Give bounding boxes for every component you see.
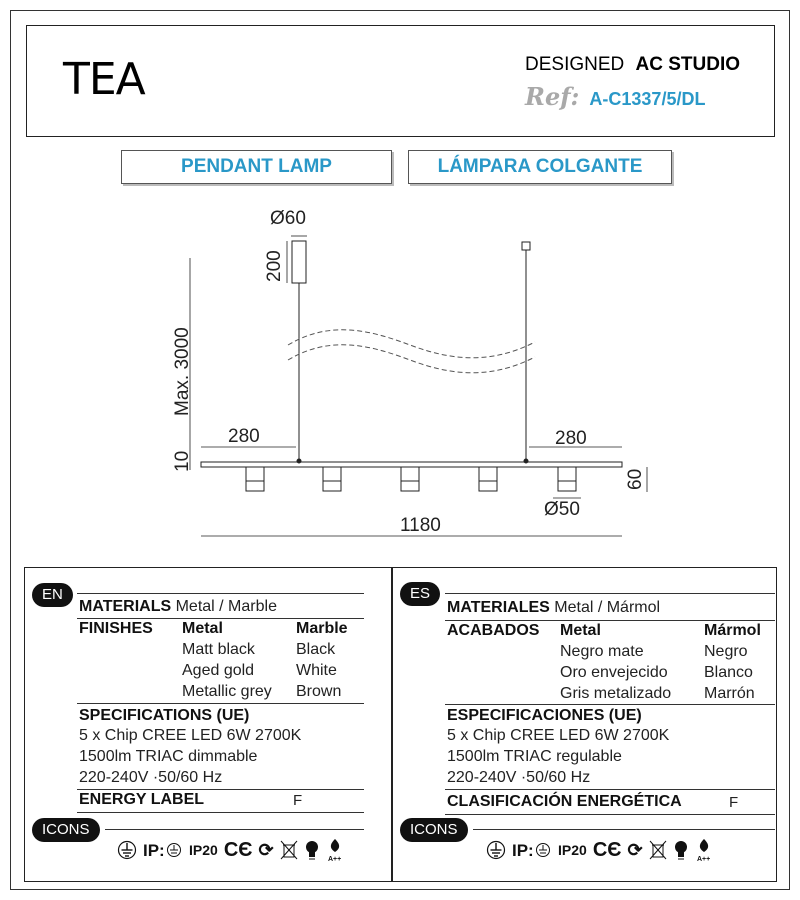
ref-label: Ref:	[525, 82, 580, 111]
materials-label-es: MATERIALES	[447, 599, 550, 616]
spec-line-1: 5 x Chip CREE LED 6W 2700K	[79, 727, 302, 744]
canopy-left	[292, 241, 306, 283]
earth-icon	[486, 840, 506, 860]
certification-icons-en	[117, 838, 344, 862]
spec-label: SPECIFICATIONS (UE)	[79, 707, 250, 724]
recycle-icon: ⟳	[258, 839, 274, 860]
canopy-right	[522, 242, 530, 250]
energy-label: ENERGY LABEL	[79, 791, 205, 808]
finish-marble-2-es: Blanco	[704, 664, 753, 681]
spot-lights	[246, 467, 576, 491]
designer-line	[525, 54, 740, 76]
ip-icon	[143, 840, 183, 860]
spec-line-1-es: 5 x Chip CREE LED 6W 2700K	[447, 727, 670, 744]
break-line	[288, 330, 535, 358]
dim-spot-diameter: Ø50	[544, 499, 580, 520]
ce-icon: CЄ	[592, 838, 622, 861]
dim-bar-thickness: 10	[172, 450, 193, 472]
spec-panel-en	[24, 567, 392, 882]
materials-value-es: Metal / Mármol	[554, 599, 661, 616]
ip-icon	[512, 840, 552, 860]
weee-bin-icon	[280, 840, 298, 860]
materials-value: Metal / Marble	[175, 598, 277, 615]
dim-max-length: Max. 3000	[172, 327, 193, 416]
energy-value: F	[293, 792, 303, 809]
dim-total-length: 1180	[400, 515, 441, 536]
header-box	[26, 25, 775, 137]
dim-left-offset: 280	[228, 426, 260, 447]
svg-text:A++: A++	[327, 856, 341, 862]
energy-class-icon	[695, 838, 713, 862]
energy-value-es: F	[729, 794, 739, 811]
spec-line-2: 1500lm TRIAC dimmable	[79, 748, 258, 765]
icons-badge-en: ICONS	[32, 818, 100, 842]
finish-metal-3: Metallic grey	[182, 683, 272, 700]
ip20-text: IP20	[558, 842, 587, 858]
finish-marble-1-es: Negro	[704, 643, 748, 660]
spec-line-3-es: 220-240V ·50/60 Hz	[447, 769, 591, 786]
materials-label: MATERIALS	[79, 598, 172, 615]
bulb-icon	[304, 839, 320, 861]
earth-icon	[117, 840, 137, 860]
dim-right-offset: 280	[555, 428, 587, 449]
finish-marble-2: White	[296, 662, 337, 679]
recycle-icon: ⟳	[627, 839, 643, 860]
finishes-label-es: ACABADOS	[447, 622, 540, 639]
finish-col-metal-head-es: Metal	[560, 622, 601, 639]
spec-line-2-es: 1500lm TRIAC regulable	[447, 748, 622, 765]
lamp-bar	[201, 462, 622, 467]
finishes-label: FINISHES	[79, 620, 153, 637]
dim-total-height: 60	[625, 468, 646, 490]
finish-col-metal-head: Metal	[182, 620, 223, 637]
energy-class-icon	[326, 838, 344, 862]
finish-metal-3-es: Gris metalizado	[560, 685, 672, 702]
materials-row	[79, 598, 277, 616]
bulb-icon	[673, 839, 689, 861]
designed-label: DESIGNED	[525, 54, 625, 75]
finish-marble-3: Brown	[296, 683, 342, 700]
materials-row-es	[447, 599, 660, 617]
reference-line	[525, 82, 705, 111]
technical-drawing	[0, 195, 800, 545]
svg-text:IP:: IP:	[512, 841, 534, 860]
ref-code: A-C1337/5/DL	[589, 89, 706, 109]
product-name: TEA	[63, 54, 145, 105]
spec-label-es: ESPECIFICACIONES (UE)	[447, 707, 642, 724]
spec-line-3: 220-240V ·50/60 Hz	[79, 769, 223, 786]
ce-icon: CЄ	[223, 838, 253, 861]
title-tab-en: PENDANT LAMP	[121, 150, 392, 184]
certification-icons-es	[486, 838, 713, 862]
finish-metal-2: Aged gold	[182, 662, 255, 679]
lang-badge-en: EN	[32, 583, 73, 607]
finish-marble-3-es: Marrón	[704, 685, 755, 702]
finish-metal-2-es: Oro envejecido	[560, 664, 668, 681]
spec-panel-es	[392, 567, 777, 882]
icons-badge-es: ICONS	[400, 818, 468, 842]
energy-label-es: CLASIFICACIÓN ENERGÉTICA	[447, 793, 682, 810]
svg-text:A++: A++	[696, 856, 710, 862]
designer-name: AC STUDIO	[635, 54, 741, 75]
dim-canopy-diameter: Ø60	[270, 208, 306, 229]
svg-text:IP:: IP:	[143, 841, 165, 860]
lang-badge-es: ES	[400, 582, 440, 606]
title-tab-es: LÁMPARA COLGANTE	[408, 150, 672, 184]
dim-canopy-height: 200	[264, 250, 285, 282]
finish-marble-1: Black	[296, 641, 336, 658]
weee-bin-icon	[649, 840, 667, 860]
ip20-text: IP20	[189, 842, 218, 858]
finish-col-marble-head: Marble	[296, 620, 348, 637]
finish-col-marble-head-es: Mármol	[704, 622, 761, 639]
finish-metal-1-es: Negro mate	[560, 643, 644, 660]
finish-metal-1: Matt black	[182, 641, 255, 658]
